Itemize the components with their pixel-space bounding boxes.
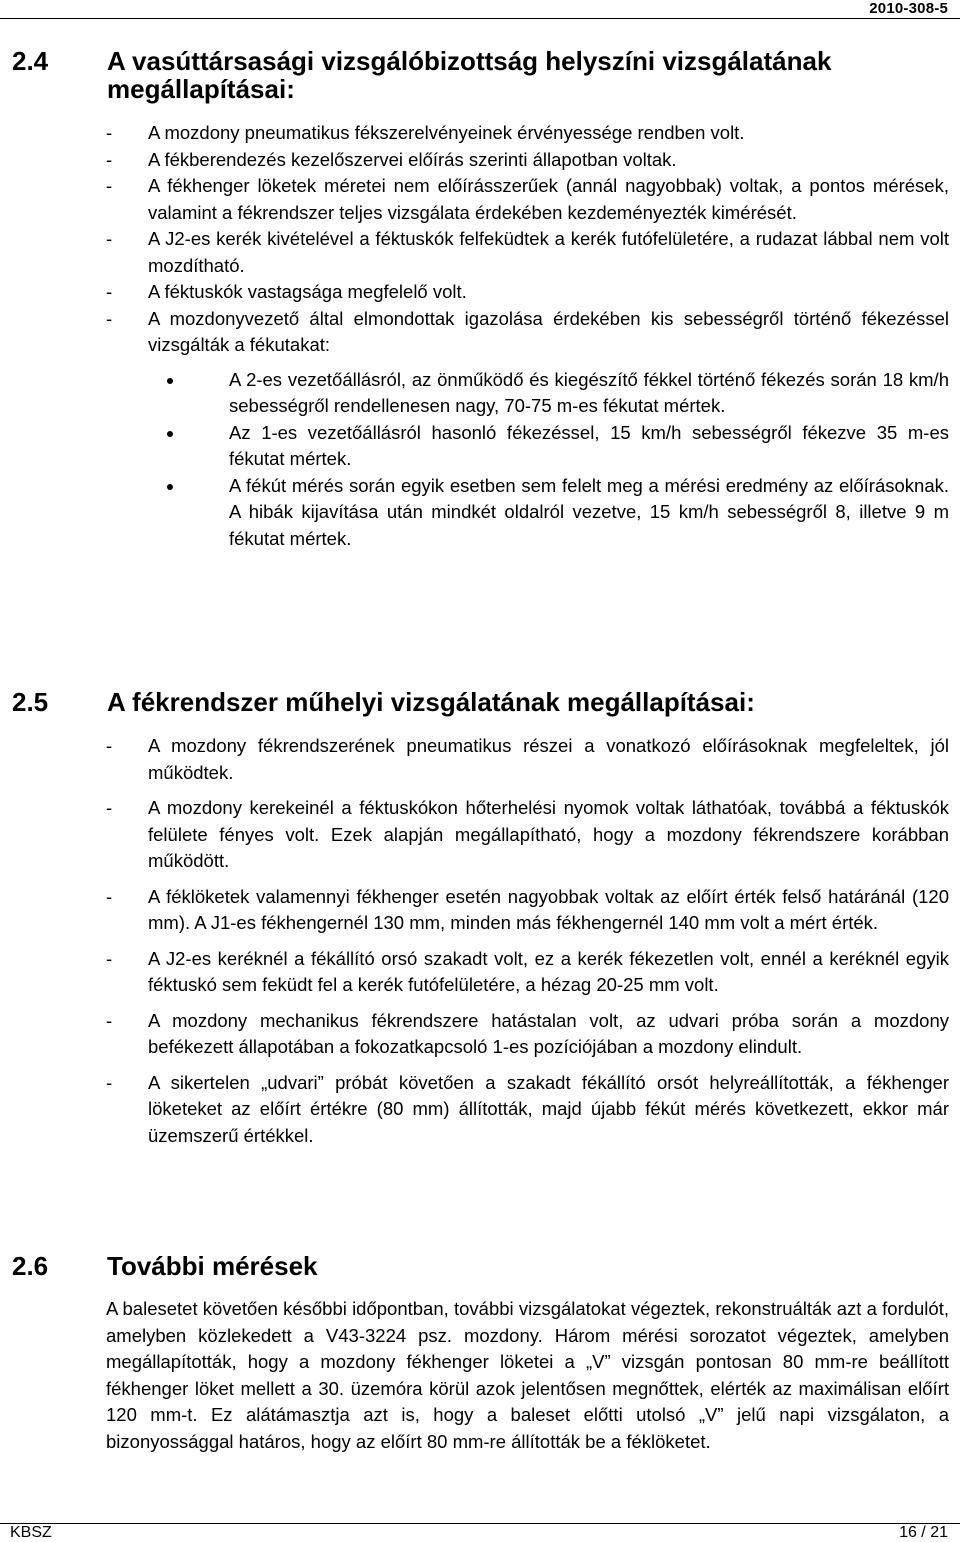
list-item: - A mozdony fékrendszerének pneumatikus részei a vonatkozó előírásoknak megfeleltek, jól működtek. <box>106 735 949 783</box>
section-title: A fékrendszer műhelyi vizsgálatának megállapításai: <box>107 687 755 717</box>
list-item: - A fékhenger löketek méretei nem előírásszerűek (annál nagyobbak) voltak, a pontos mérések, valamint a fékrendszer teljes vizsgálata érdekében kezdeményezték kimérését. <box>106 175 949 223</box>
list-item: - A féklöketek valamennyi fékhenger esetén nagyobbak voltak az előírt érték felső határánál (120 mm). A J1-es fékhengernél 130 mm, minden más fékhengernél 140 mm volt a mért érték. <box>106 885 949 933</box>
list-item: - A J2-es keréknél a fékállító orsó szakadt volt, ez a kerék fékezetlen volt, ennél a keréknél egyik féktuskó sem feküdt fel a kerék futófelületére, a hézag 20-25 mm volt. <box>106 947 949 995</box>
section-2-5 <box>0 688 960 1149</box>
list-item: - A J2-es kerék kivételével a féktuskók felfeküdtek a kerék futófelületére, a rudazat lábbal nem volt mozdítható. <box>106 228 949 276</box>
section-title: További mérések <box>107 1251 318 1281</box>
page-number: 16 / 21 <box>899 1524 948 1541</box>
section-heading <box>0 688 960 716</box>
list-item: - A mozdonyvezető által elmondottak igazolása érdekében kis sebességről történő fékezéssel vizsgálták a fékutakat: <box>106 307 949 355</box>
bullet-item: A fékút mérés során egyik esetben sem felelt meg a mérési eredmény az előírásoknak. A hibák kijavítása után mindkét oldalról vezetve, 15 km/h sebességről 8, illetve 9 m fékutat mértek. <box>229 473 949 553</box>
section-heading <box>0 1252 960 1280</box>
document-id: 2010-308-5 <box>869 0 948 17</box>
bullet-item: A 2-es vezetőállásról, az önműködő és kiegészítő fékkel történő fékezés során 18 km/h sebességről rendellenesen nagy, 70-75 m-es fékutat mértek. <box>229 367 949 420</box>
bullet-icon <box>167 378 173 384</box>
list-item: - A mozdony pneumatikus fékszerelvényeinek érvényessége rendben volt. <box>106 122 745 143</box>
workshop-findings-list <box>0 733 960 1149</box>
list-item: - A sikertelen „udvari” próbát követően a szakadt fékállító orsót helyreállították, a fékhenger löketeket az előírt értékre (80 mm) állították, majd újabb fékút mérés következett, ekkor már üzemszerű értékkel. <box>106 1071 949 1146</box>
section-heading <box>0 47 960 103</box>
bullet-icon <box>167 484 173 490</box>
list-item: - A fékberendezés kezelőszervei előírás szerinti állapotban voltak. <box>106 148 677 170</box>
bullet-icon <box>167 431 173 437</box>
list-item: - A féktuskók vastagsága megfelelő volt. <box>106 281 467 302</box>
footer-org: KBSZ <box>10 1524 52 1541</box>
list-item: - A mozdony kerekeinél a féktuskókon hőterhelési nyomok voltak láthatóak, továbbá a féktuskók felülete fényes volt. Ezek alapján megállapítható, hogy a mozdony fékrendszere korábban működött. <box>106 797 949 871</box>
section-2-4 <box>0 47 960 552</box>
list-item: - A mozdony mechanikus fékrendszere hatástalan volt, az udvari próba során a mozdony befékezett állapotában a fokozatkapcsoló 1-es pozíciójában a mozdony elindult. <box>106 1009 949 1057</box>
brake-test-bullets <box>0 367 960 553</box>
section-number: 2.6 <box>12 1251 49 1281</box>
header-rule <box>0 18 960 19</box>
section-number: 2.5 <box>12 687 49 717</box>
measurements-paragraph: A balesetet követően későbbi időpontban, további vizsgálatokat végeztek, rekonstruálták azt a fordulót, amelyben közlekedett a V43-3224 psz. mozdony. Három mérési sorozatot végeztek, amelyben megállapították, hogy a mozdony fékhenger löketei a „V” vizsgán pontosan 80 mm-re beállított fékhenger löket mellett a 30. üzemóra körül azok jelentősen megnőttek, elérték az maximálisan előírt 120 mm-t. Ez alátámasztja azt is, hogy a baleset előtti utolsó „V” jelű napi vizsgálaton, a bizonyossággal határos, hogy az előírt 80 mm-re állították be a féklöketet. <box>106 1298 949 1452</box>
section-2-6 <box>0 1252 960 1455</box>
findings-list <box>0 120 960 359</box>
bullet-item: Az 1-es vezetőállásról hasonló fékezéssel, 15 km/h sebességről fékezve 35 m-es fékutat mértek. <box>229 420 949 473</box>
section-title: A vasúttársasági vizsgálóbizottság helyszíni vizsgálatának megállapításai: <box>107 46 832 104</box>
footer-rule <box>0 1523 960 1524</box>
section-number: 2.4 <box>12 46 49 76</box>
